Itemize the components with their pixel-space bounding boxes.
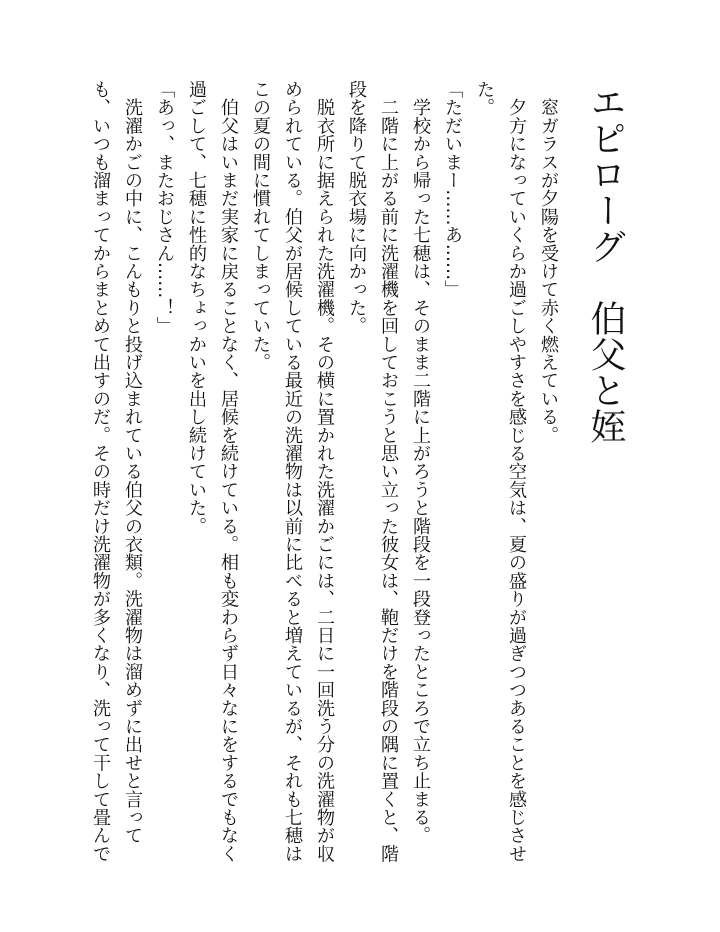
text-line: 学校から帰った七穂は、そのまま二階に上がろうと階段を一段登ったところで立ち止まる。 — [410, 80, 431, 845]
text-line: た。 — [474, 80, 495, 117]
text-line: 洗濯かごの中に、こんもりと投げ込まれている伯父の衣類。洗濯物は溜めずに出せと言って — [122, 80, 143, 845]
text-line: も、いつも溜まってからまとめて出すのだ。その時だけ洗濯物が多くなり、洗って干して畳んで — [90, 80, 111, 863]
text-line: 「ただいまー……あ……」 — [442, 80, 463, 299]
text-line: められている。伯父が居候している最近の洗濯物は以前に比べると増えているが、それも七穂は — [282, 80, 303, 863]
text-line: 段を降りて脱衣場に向かった。 — [346, 80, 367, 335]
text-line: 二階に上がる前に洗濯機を回しておこうと思い立った彼女は、鞄だけを階段の隅に置くと、階 — [378, 80, 399, 863]
text-line: 脱衣所に据えられた洗濯機。その横に置かれた洗濯かごには、二日に一回洗う分の洗濯物が収 — [314, 80, 335, 863]
text-line: この夏の間に慣れてしまっていた。 — [250, 80, 271, 372]
text-line: 伯父はいまだ実家に戻ることなく、居候を続けている。相も変わらず日々なにをするでもなく — [218, 80, 239, 863]
vertical-text-body — [84, 80, 564, 880]
text-line: 「あっ、またおじさん……！」 — [154, 80, 175, 335]
text-line: 過ごして、七穂に性的なちょっかいを出し続けていた。 — [186, 80, 207, 535]
text-line: 夕方になっていくらか過ごしやすさを感じる空気は、夏の盛りが過ぎつつあることを感じさせ — [506, 80, 527, 863]
text-line: 窓ガラスが夕陽を受けて赤く燃えている。 — [538, 80, 559, 444]
chapter-title: エピローグ 伯父と姪 — [585, 84, 626, 444]
